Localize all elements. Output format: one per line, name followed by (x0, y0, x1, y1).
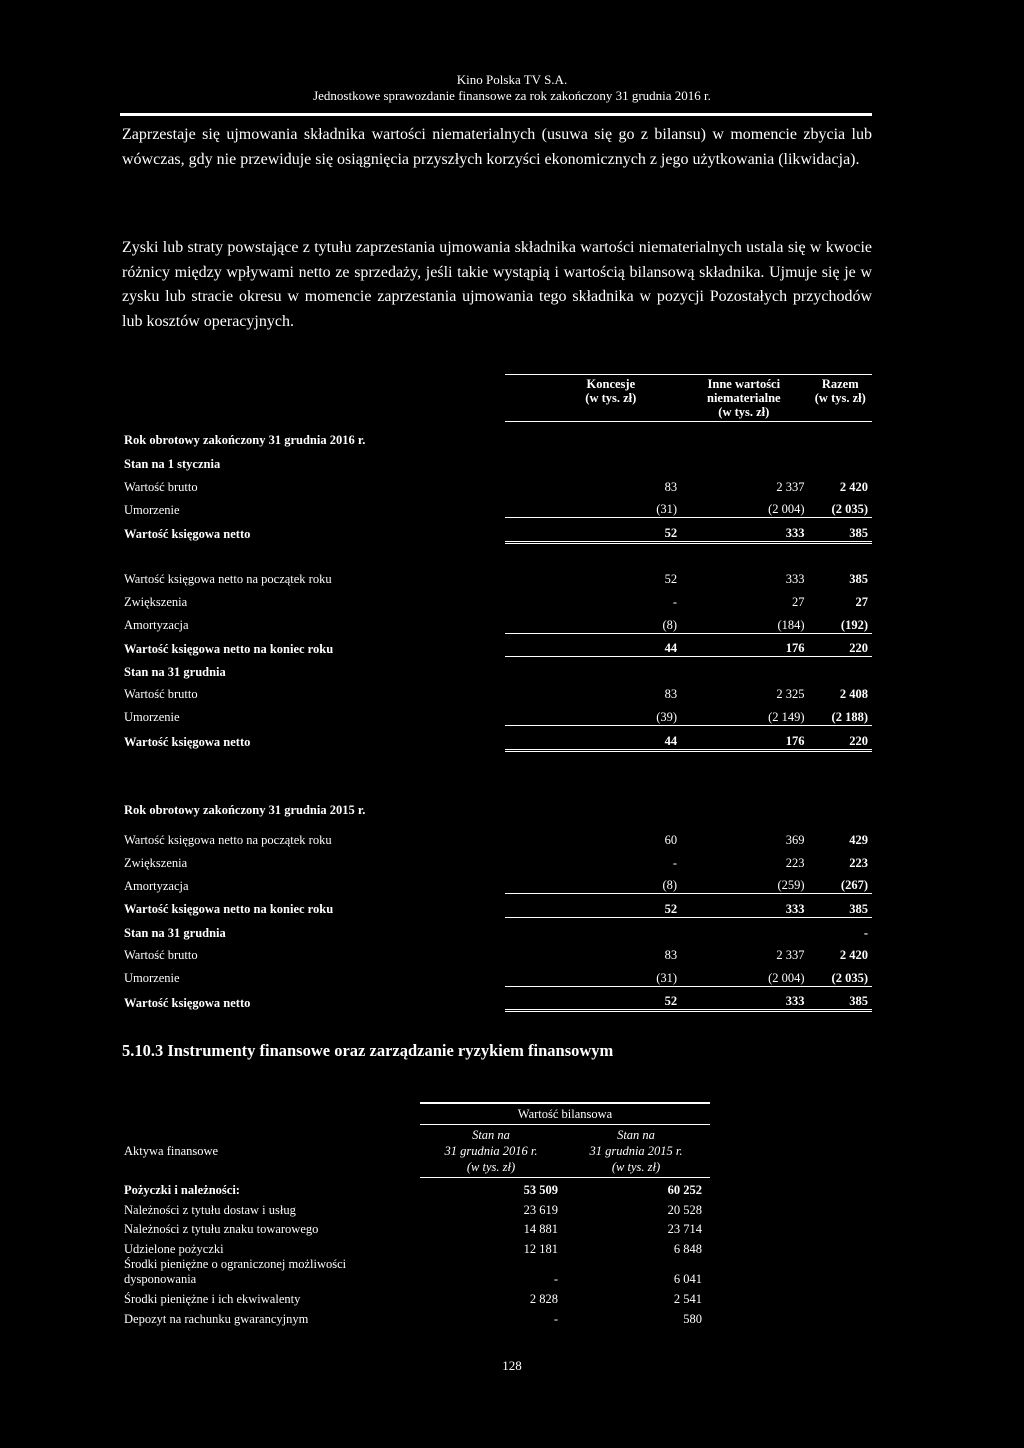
table-row (124, 518, 872, 543)
value-razem: - (863, 925, 868, 940)
value-2015: 6 848 (673, 1242, 702, 1257)
table-row (124, 610, 872, 633)
table-row (124, 565, 872, 588)
row-label: Wartość księgowa netto na początek roku (124, 833, 332, 848)
row-label: Wartość brutto (124, 687, 198, 702)
table-row (124, 472, 872, 495)
row-label: Wartość księgowa netto na koniec roku (124, 641, 334, 656)
value-koncesje: (31) (656, 970, 678, 985)
value-inne: 369 (785, 833, 805, 848)
value-2016: 12 181 (523, 1242, 558, 1257)
fa-col-header (124, 1125, 710, 1178)
section-label: Rok obrotowy zakończony 31 grudnia 2015 r. (124, 802, 366, 817)
value-koncesje: 83 (664, 948, 678, 963)
value-razem: 385 (813, 894, 872, 918)
value-inne: 176 (683, 725, 812, 750)
value-inne (683, 657, 812, 680)
table-row (124, 633, 872, 657)
list-item (124, 1287, 710, 1307)
table-row (124, 871, 872, 894)
value-razem: 220 (813, 725, 872, 750)
value-inne: (2 149) (768, 709, 805, 724)
value-inne: (259) (777, 878, 805, 893)
value-inne: 2 325 (776, 687, 805, 702)
col-koncesje: Koncesje (w tys. zł) (505, 375, 684, 422)
value-razem: 2 420 (839, 948, 868, 963)
value-2016: 53 509 (420, 1178, 562, 1198)
value-inne: 333 (683, 518, 812, 543)
asset-label: Depozyt na rachunku gwarancyjnym (124, 1311, 309, 1326)
value-koncesje: 52 (505, 986, 684, 1011)
table-row (124, 963, 872, 986)
value-2015: 20 528 (667, 1202, 702, 1217)
value-inne: 223 (785, 855, 805, 870)
intangibles-header-row (124, 375, 872, 422)
table-row (124, 917, 872, 940)
value-koncesje (505, 657, 684, 680)
list-item (124, 1218, 710, 1238)
fa-col-label: Aktywa finansowe (124, 1143, 219, 1158)
value-inne: 333 (683, 894, 812, 918)
value-inne: 333 (785, 572, 805, 587)
row-label: Umorzenie (124, 502, 180, 517)
company-name: Kino Polska TV S.A. (456, 72, 568, 87)
row-label: Umorzenie (124, 971, 180, 986)
row-label: Umorzenie (124, 710, 180, 725)
value-2015: 580 (683, 1311, 702, 1326)
table-row (124, 986, 872, 1011)
col-inne: Inne wartości niematerialne (w tys. zł) (683, 375, 812, 422)
table-row (124, 725, 872, 750)
page-number: 128 (502, 1358, 522, 1373)
section-label-row (124, 422, 872, 449)
value-koncesje: - (672, 855, 678, 870)
asset-label: Środki pieniężne i ich ekwiwalenty (124, 1291, 301, 1306)
value-razem: 27 (855, 594, 868, 609)
value-razem: 429 (849, 833, 868, 848)
asset-label: Należności z tytułu dostaw i usług (124, 1202, 296, 1217)
value-2016: 2 828 (529, 1291, 558, 1306)
value-koncesje: - (672, 594, 678, 609)
value-razem: (2 188) (831, 709, 868, 724)
value-koncesje: (31) (656, 502, 678, 517)
value-koncesje: 44 (505, 725, 684, 750)
value-inne: (2 004) (768, 502, 805, 517)
table-row (124, 894, 872, 918)
value-razem: (267) (840, 878, 868, 893)
value-inne: 2 337 (776, 948, 805, 963)
paragraph-derecognition: Zaprzestaje się ujmowania składnika wartości niematerialnych (usuwa się go z bilansu) w momencie zbycia lub wówczas, gdy nie przewiduje się osiągnięcia przyszłych korzyści ekonomicznych z jego użytkowania (likwidacja). (122, 126, 872, 168)
value-razem: (2 035) (831, 502, 868, 517)
table-row (124, 680, 872, 703)
value-inne: 27 (792, 594, 805, 609)
value-2016: - (553, 1272, 558, 1287)
value-koncesje: (8) (662, 878, 678, 893)
value-razem: 385 (849, 572, 868, 587)
section-label-row (124, 448, 872, 472)
paragraph-gains-losses: Zyski lub straty powstające z tytułu zaprzestania ujmowania składnika wartości niematerialnych ustala się w kwocie różnicy między wpływami netto ze sprzedaży, jeśli takie wystąpią i wartością bilansową składnika. Ujmuje się je w zysku lub stracie okresu w momencie zaprzestania ujmowania tego składnika w pozycji Pozostałych przychodów lub kosztów operacyjnych. (122, 239, 872, 330)
value-2016: 23 619 (523, 1202, 558, 1217)
value-inne: 2 337 (776, 479, 805, 494)
row-label: Zwiększenia (124, 594, 188, 609)
table-row (124, 941, 872, 964)
value-koncesje: 52 (664, 572, 678, 587)
value-2015: 60 252 (562, 1178, 710, 1198)
list-item (124, 1198, 710, 1218)
value-2016: 14 881 (523, 1222, 558, 1237)
financial-assets-table (124, 1102, 710, 1327)
row-label: Wartość księgowa netto (124, 735, 251, 750)
value-koncesje: 83 (664, 479, 678, 494)
asset-label: Należności z tytułu znaku towarowego (124, 1222, 319, 1237)
list-item (124, 1257, 710, 1287)
fa-group-label: Wartość bilansowa (420, 1103, 710, 1125)
value-inne: 333 (683, 986, 812, 1011)
value-razem: 220 (813, 633, 872, 657)
table-row (124, 657, 872, 680)
value-2015: 2 541 (673, 1291, 702, 1306)
table-row (124, 495, 872, 518)
value-inne: 176 (683, 633, 812, 657)
asset-label: Pożyczki i należności: (124, 1182, 240, 1197)
value-razem: 385 (813, 986, 872, 1011)
value-koncesje: (8) (662, 617, 678, 632)
row-label: Wartość księgowa netto (124, 527, 251, 542)
value-inne: (2 004) (768, 970, 805, 985)
value-koncesje: 60 (664, 833, 678, 848)
value-koncesje: 83 (664, 687, 678, 702)
row-label: Stan na 31 grudnia (124, 925, 226, 940)
asset-label: Środki pieniężne o ograniczonej możliwości dysponowania (124, 1257, 347, 1287)
row-label: Stan na 31 grudnia (124, 664, 226, 679)
row-label: Amortyzacja (124, 878, 189, 893)
row-label: Wartość brutto (124, 948, 198, 963)
value-inne: (184) (777, 617, 805, 632)
value-razem: 2 420 (839, 479, 868, 494)
fa-group-header (124, 1103, 710, 1125)
table-row (124, 587, 872, 610)
row-label: Wartość brutto (124, 479, 198, 494)
value-2015: 6 041 (673, 1272, 702, 1287)
section-label: Stan na 1 stycznia (124, 457, 221, 471)
row-label: Amortyzacja (124, 618, 189, 633)
col-razem: Razem (w tys. zł) (813, 375, 872, 422)
row-label: Wartość księgowa netto (124, 995, 251, 1010)
row-label: Zwiększenia (124, 855, 188, 870)
value-koncesje: 52 (505, 518, 684, 543)
value-razem: (192) (840, 617, 868, 632)
value-koncesje (505, 917, 684, 940)
list-item (124, 1307, 710, 1327)
fa-col-2015: Stan na 31 grudnia 2015 r. (w tys. zł) (562, 1125, 710, 1178)
value-razem (813, 657, 872, 680)
asset-label: Udzielone pożyczki (124, 1242, 224, 1257)
table-row (124, 848, 872, 871)
table-row (124, 702, 872, 725)
report-subtitle: Jednostkowe sprawozdanie finansowe za rok zakończony 31 grudnia 2016 r. (313, 88, 711, 103)
list-item (124, 1237, 710, 1257)
value-razem: 385 (813, 518, 872, 543)
value-koncesje: (39) (656, 709, 678, 724)
value-razem: 2 408 (839, 687, 868, 702)
value-koncesje: 44 (505, 633, 684, 657)
section-title: 5.10.3 Instrumenty finansowe oraz zarządzanie ryzykiem finansowym (122, 1041, 614, 1060)
table-row (124, 826, 872, 849)
row-label: Wartość księgowa netto na początek roku (124, 572, 332, 587)
fa-col-2016: Stan na 31 grudnia 2016 r. (w tys. zł) (420, 1125, 562, 1178)
intangibles-table (124, 374, 872, 1012)
row-label: Wartość księgowa netto na koniec roku (124, 902, 334, 917)
header-rule (120, 113, 872, 116)
section-label: Rok obrotowy zakończony 31 grudnia 2016 r. (124, 433, 366, 447)
value-inne (683, 917, 812, 940)
list-item (124, 1178, 710, 1198)
value-koncesje: 52 (505, 894, 684, 918)
value-2016: - (553, 1311, 558, 1326)
value-razem: (2 035) (831, 970, 868, 985)
section-label-row (124, 796, 872, 818)
value-razem: 223 (849, 855, 868, 870)
value-2015: 23 714 (667, 1222, 702, 1237)
